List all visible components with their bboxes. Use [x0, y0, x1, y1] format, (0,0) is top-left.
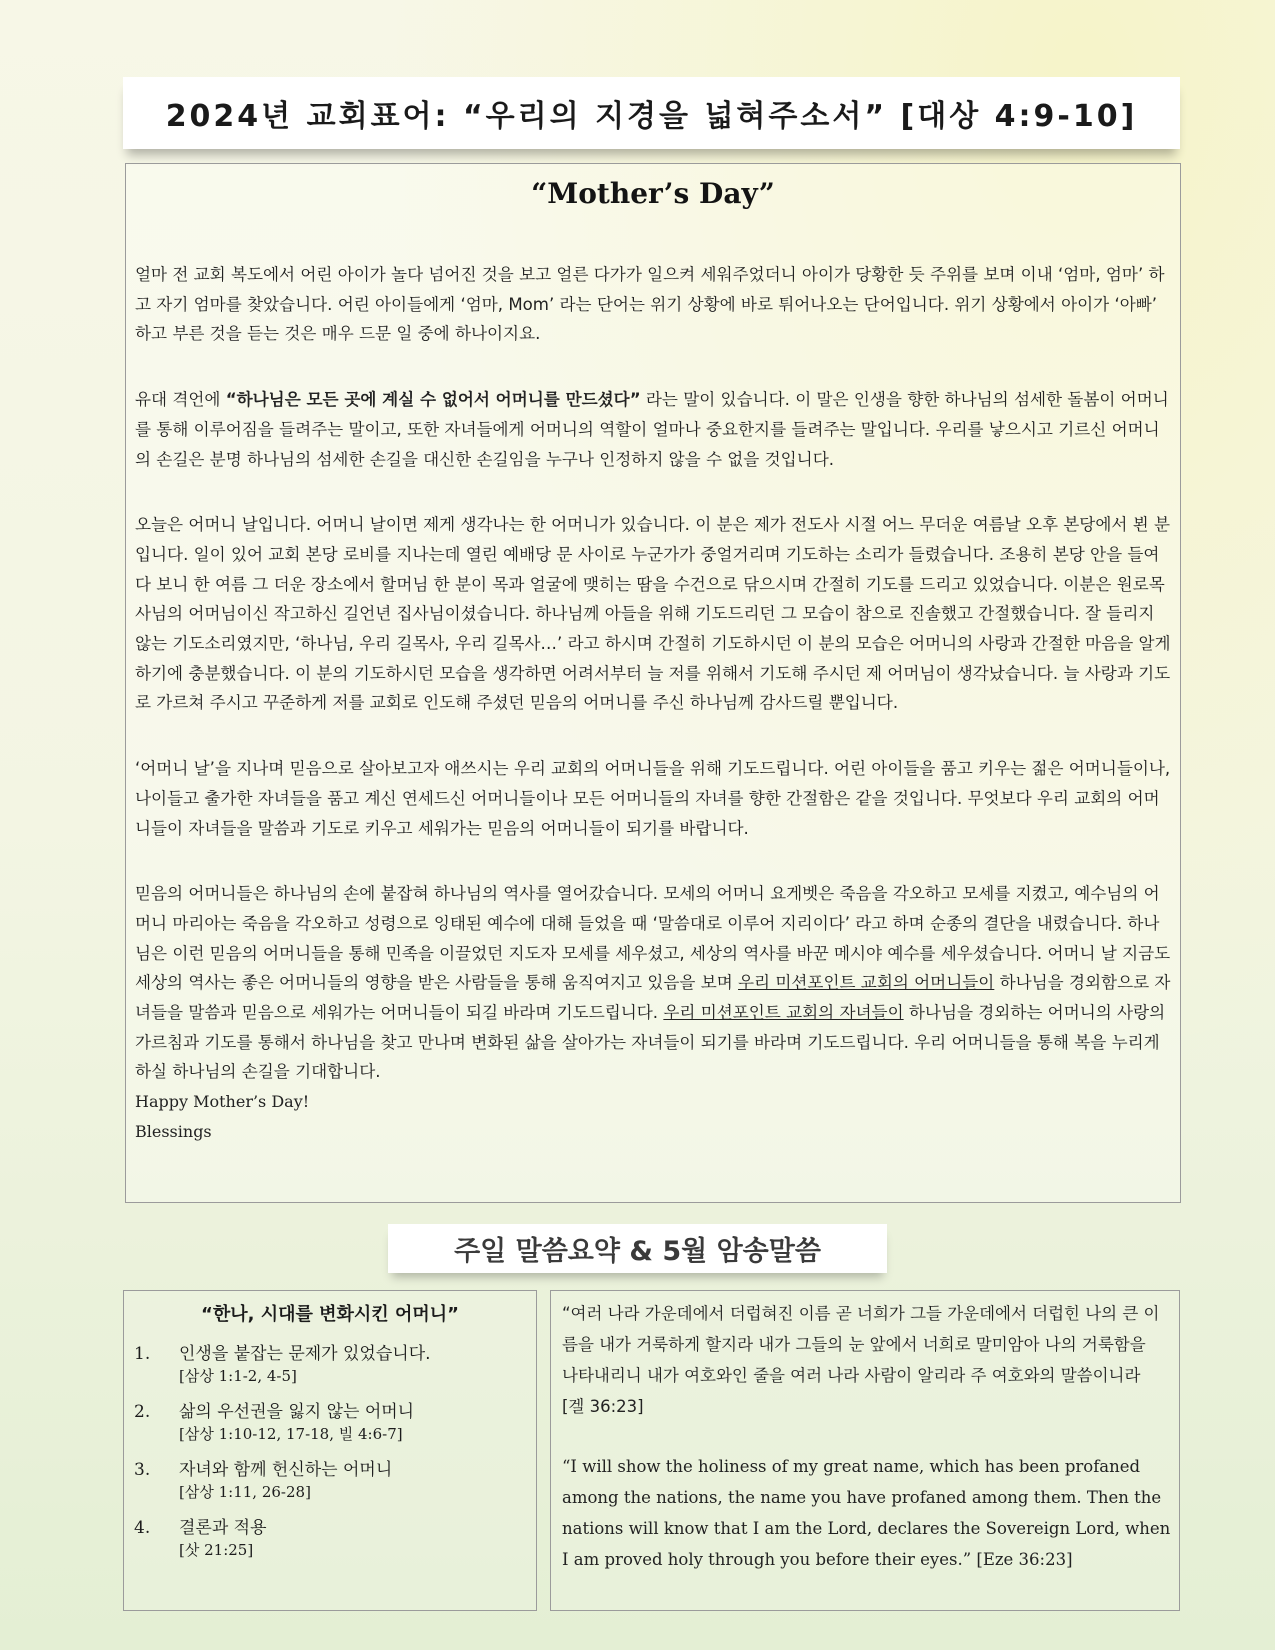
outline-point: 결론과 적용	[179, 1518, 267, 1538]
article-body	[135, 260, 1175, 1147]
column-article	[125, 163, 1181, 1203]
paragraph-2	[135, 385, 1175, 474]
article-title: “Mother’s Day”	[531, 177, 775, 210]
memory-verse-english: “I will show the holiness of my great name, which has been profaned among the nations, the name you have profaned among them. Then the nations will know that I am the Lord, declares the Sovereign Lord, when I am proved holy through you before their eyes.” [Eze 36:23]	[562, 1457, 1171, 1569]
sermon-outline	[124, 1342, 536, 1560]
outline-number: 2.	[134, 1402, 151, 1422]
paragraph-5-part-b: 하나님을 경외함으로 자녀들을 말씀과 믿음으로 세워가는 어머니들이 되길 바라며 기도드립니다.	[135, 973, 1171, 1023]
outline-point: 자녀와 함께 헌신하는 어머니	[179, 1460, 393, 1480]
underlined-children-phrase: 우리 미션포인트 교회의 자녀들이	[663, 1003, 904, 1023]
outline-reference: [삼상 1:10-12, 17-18, 빌 4:6-7]	[179, 1425, 403, 1443]
section-title: 주일 말씀요약 & 5월 암송말씀	[454, 1236, 821, 1267]
sermon-summary-box	[123, 1290, 537, 1611]
church-motto-title: 2024년 교회표어: “우리의 지경을 넓혀주소서” [대상 4:9-10]	[165, 99, 1138, 134]
paragraph-5	[135, 879, 1175, 1087]
memory-verse-korean: “여러 나라 가운데에서 더럽혀진 이름 곧 너희가 그들 가운데에서 더럽힌 나의 큰 이름을 내가 거룩하게 할지라 내가 그들의 눈 앞에서 너희로 말미암아 나의 거룩함을 나타내리니 내가 여호와인 줄을 여러 나라 사람이 알리라 주 여호와의 말씀이니라 [겔 36:23]	[562, 1304, 1160, 1416]
outline-reference: [삼상 1:1-2, 4-5]	[179, 1367, 297, 1385]
outline-point: 삶의 우선권을 잃지 않는 어머니	[179, 1402, 415, 1422]
outline-number: 1.	[134, 1344, 151, 1364]
outline-item	[134, 1516, 536, 1560]
outline-item	[134, 1400, 536, 1444]
closing-greeting: Happy Mother’s Day!	[135, 1092, 310, 1112]
underlined-mothers-phrase: 우리 미션포인트 교회의 어머니들이	[738, 973, 995, 993]
outline-number: 3.	[134, 1460, 151, 1480]
jewish-proverb-quote: “하나님은 모든 곳에 계실 수 없어서 어머니를 만드셨다”	[225, 390, 641, 410]
memory-verse-box	[550, 1290, 1180, 1611]
outline-reference: [삿 21:25]	[179, 1541, 254, 1559]
outline-number: 4.	[134, 1518, 151, 1538]
paragraph-3: 오늘은 어머니 날입니다. 어머니 날이면 제게 생각나는 한 어머니가 있습니다. 이 분은 제가 전도사 시절 어느 무더운 여름날 오후 본당에서 뵌 분입니다. 일이 있어 교회 본당 로비를 지나는데 열린 예배당 문 사이로 누군가가 중얼거리며 기도하는 소리가 들렸습니다. 조용히 본당 안을 들여다 보니 한 여름 그 더운 장소에서 할머님 한 분이 목과 얼굴에 맺히는 땀을 수건으로 닦으시며 간절히 기도를 드리고 있었습니다. 이분은 원로목사님의 어머님이신 작고하신 길언년 집사님이셨습니다. 하나님께 아들을 위해 기도드리던 그 모습이 참으로 진솔했고 간절했습니다. 잘 들리지 않는 기도소리였지만, ‘하나님, 우리 길목사, 우리 길목사…’ 라고 하시며 간절히 기도하시던 이 분의 모습은 어머니의 사랑과 간절한 마음을 알게 하기에 충분했습니다. 이 분의 기도하시던 모습을 생각하면 어려서부터 늘 저를 위해서 기도해 주시던 제 어머님이 생각났습니다. 늘 사랑과 기도로 가르쳐 주시고 꾸준하게 저를 교회로 인도해 주셨던 믿음의 어머니를 주신 하나님께 감사드릴 뿐입니다.	[135, 515, 1171, 713]
outline-point: 인생을 붙잡는 문제가 있었습니다.	[179, 1344, 431, 1364]
outline-item	[134, 1342, 536, 1386]
paragraph-4: ‘어머니 날’을 지나며 믿음으로 살아보고자 애쓰시는 우리 교회의 어머니들을 위해 기도드립니다. 어린 아이들을 품고 키우는 젊은 어머니들이나, 나이들고 출가한 자녀들을 품고 계신 연세드신 어머니들이나 모든 어머니들의 자녀를 향한 간절함은 같을 것입니다. 무엇보다 우리 교회의 어머니들이 자녀들을 말씀과 기도로 키우고 세워가는 믿음의 어머니들이 되기를 바랍니다.	[135, 759, 1171, 838]
paragraph-5-part-c: 하나님을 경외하는 어머니의 사랑의 가르침과 기도를 통해서 하나님을 찾고 만나며 변화된 삶을 살아가는 자녀들이 되기를 바라며 기도드립니다. 우리 어머니들을 통해 복을 누리게 하실 하나님의 손길을 기대합니다.	[135, 1003, 1166, 1082]
section-banner	[388, 1224, 887, 1273]
paragraph-2-rest: 라는 말이 있습니다. 이 말은 인생을 향한 하나님의 섬세한 돌봄이 어머니를 통해 이루어짐을 들려주는 말이고, 또한 자녀들에게 어머니의 역할이 얼마나 중요한지를 들려주는 말입니다. 우리를 낳으시고 기르신 어머니의 손길은 분명 하나님의 섬세한 손길을 대신한 손길임을 누구나 인정하지 않을 수 없을 것입니다.	[135, 390, 1169, 469]
header-banner	[123, 77, 1180, 149]
sermon-title: “한나, 시대를 변화시킨 어머니”	[201, 1304, 459, 1325]
outline-reference: [삼상 1:11, 26-28]	[179, 1483, 311, 1501]
paragraph-1: 얼마 전 교회 복도에서 어린 아이가 놀다 넘어진 것을 보고 얼른 다가가 일으켜 세워주었더니 아이가 당황한 듯 주위를 보며 이내 ‘엄마, 엄마’ 하고 자기 엄마를 찾았습니다. 어린 아이들에게 ‘엄마, Mom’ 라는 단어는 위기 상황에 바로 튀어나오는 단어입니다. 위기 상황에서 아이가 ‘아빠’ 하고 부른 것을 듣는 것은 매우 드문 일 중에 하나이지요.	[135, 265, 1165, 344]
closing-blessings: Blessings	[135, 1122, 212, 1142]
paragraph-2-intro: 유대 격언에	[135, 390, 226, 410]
paragraph-5-part-a: 믿음의 어머니들은 하나님의 손에 붙잡혀 하나님의 역사를 열어갔습니다. 모세의 어머니 요게벳은 죽음을 각오하고 모세를 지켰고, 예수님의 어머니 마리아는 죽음을 각오하고 성령으로 잉태된 예수에 대해 들었을 때 ‘말씀대로 이루어 지리이다’ 라고 하며 순종의 결단을 내렸습니다. 하나님은 이런 믿음의 어머니들을 통해 민족을 이끌었던 지도자 모세를 세우셨고, 세상의 역사를 바꾼 메시야 예수를 세우셨습니다. 어머니 날 지금도 세상의 역사는 좋은 어머니들의 영향을 받은 사람들을 통해 움직여지고 있음을 보며	[135, 884, 1171, 993]
outline-item	[134, 1458, 536, 1502]
